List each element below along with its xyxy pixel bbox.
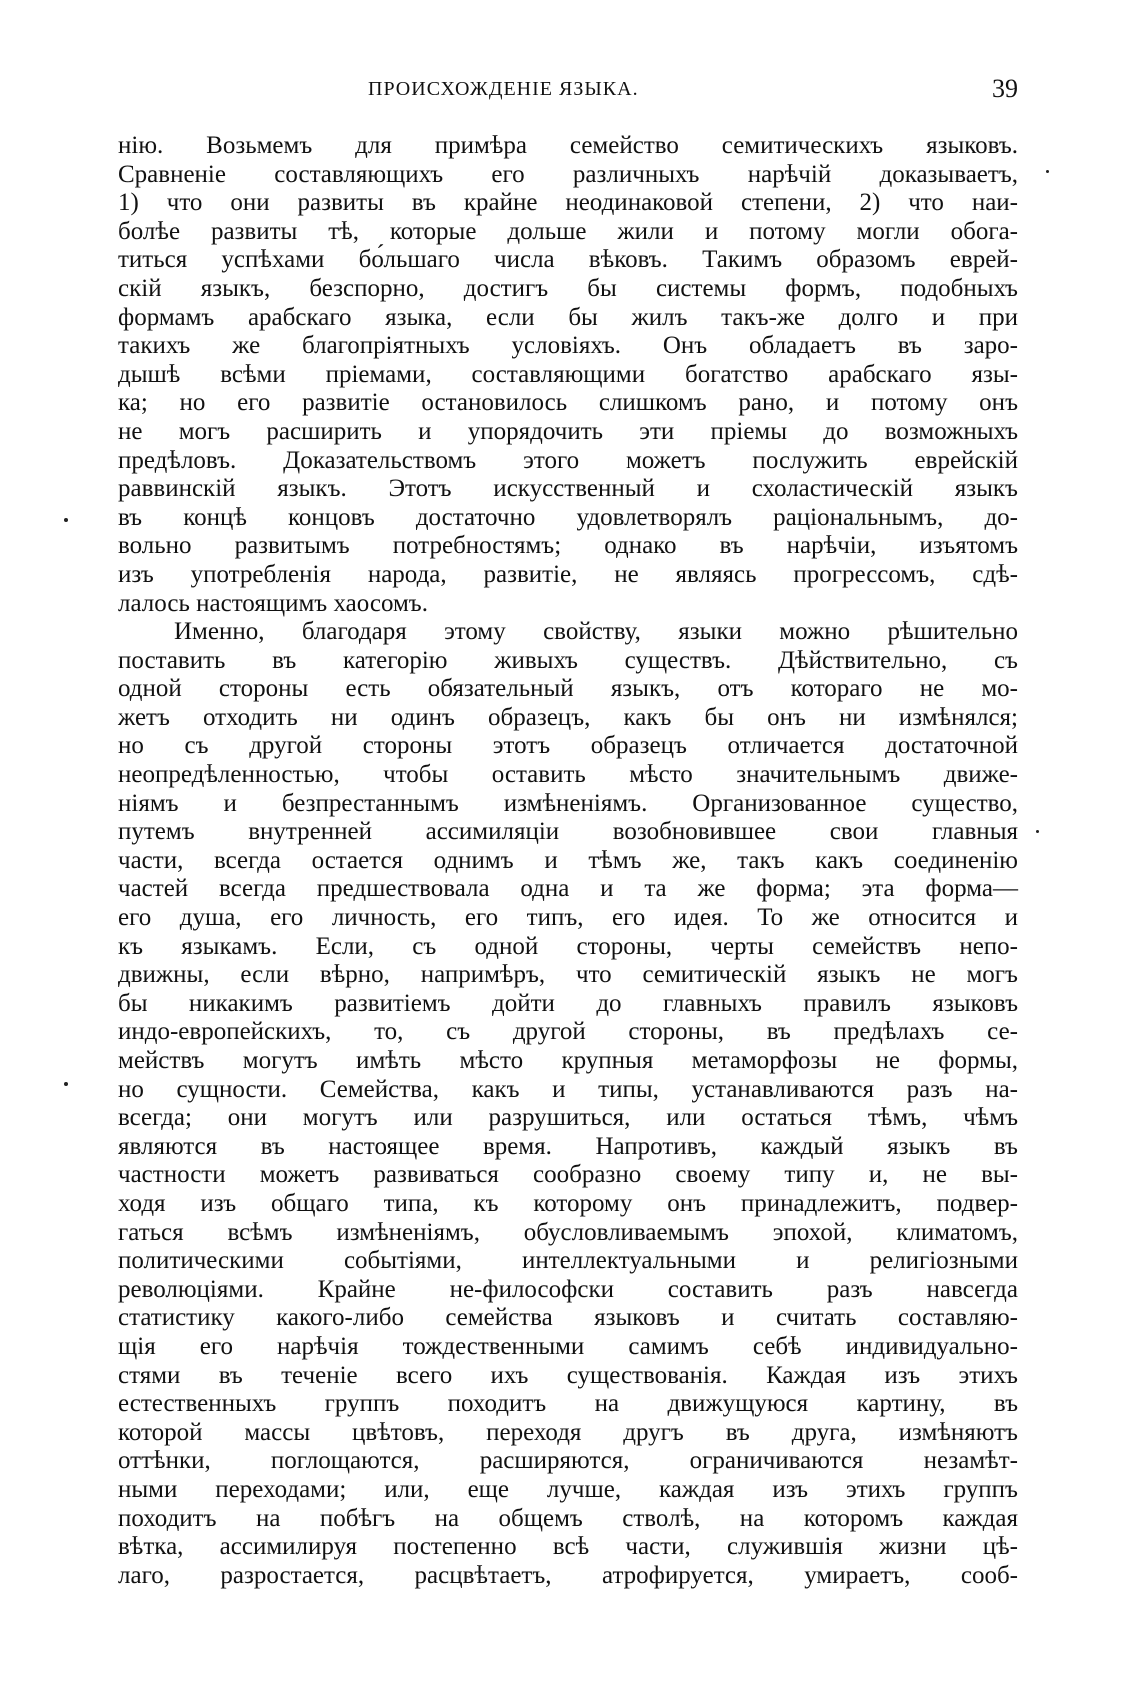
body-text bbox=[118, 132, 1018, 1590]
text-line: которой массы цвѣтовъ, переходя другъ въ друга, измѣняютъ bbox=[118, 1418, 1018, 1446]
text-line: ніямъ и безпрестаннымъ измѣненіямъ. Организованное существо, bbox=[118, 789, 1018, 817]
text-line: предѣловъ. Доказательствомъ этого можетъ послужить еврейскій bbox=[118, 446, 1018, 474]
text-line: ными переходами; или, еще лучше, каждая изъ этихъ группъ bbox=[118, 1475, 1018, 1503]
text-line: естественныхъ группъ походитъ на движущуюся картину, въ bbox=[118, 1390, 1018, 1418]
text-line: стями въ теченіе всего ихъ существованія. Каждая изъ этихъ bbox=[118, 1361, 1018, 1389]
text-line: скій языкъ, безспорно, достигъ бы системы формъ, подобныхъ bbox=[118, 274, 1018, 302]
text-line: такихъ же благопріятныхъ условіяхъ. Онъ обладаетъ въ заро- bbox=[118, 332, 1018, 360]
text-line: формамъ арабскаго языка, если бы жилъ такъ-же долго и при bbox=[118, 303, 1018, 331]
scan-speck bbox=[1046, 170, 1049, 173]
text-line: части, всегда остается однимъ и тѣмъ же, такъ какъ соединенію bbox=[118, 846, 1018, 874]
page-header bbox=[118, 76, 1018, 108]
text-line: являются въ настоящее время. Напротивъ, каждый языкъ въ bbox=[118, 1132, 1018, 1160]
text-line: лаго, разростается, расцвѣтаетъ, атрофируется, умираетъ, сооб- bbox=[118, 1561, 1018, 1589]
running-title: ПРОИСХОЖДЕНІЕ ЯЗЫКА. bbox=[368, 78, 639, 100]
text-line: путемъ внутренней ассимиляціи возобновившее свои главныя bbox=[118, 818, 1018, 846]
text-line: Сравненіе составляющихъ его различныхъ нарѣчій доказываетъ, bbox=[118, 160, 1018, 188]
text-line: одной стороны есть обязательный языкъ, отъ котораго не мо- bbox=[118, 675, 1018, 703]
text-line: изъ употребленія народа, развитіе, не являясь прогрессомъ, сдѣ- bbox=[118, 560, 1018, 588]
text-line: его душа, его личность, его типъ, его идея. То же относится и bbox=[118, 904, 1018, 932]
text-line: мействъ могутъ имѣть мѣсто крупныя метаморфозы не формы, bbox=[118, 1047, 1018, 1074]
text-line: не могъ расширить и упорядочить эти пріемы до возможныхъ bbox=[118, 417, 1018, 445]
paragraph-end-line: лалось настоящимъ хаосомъ. bbox=[118, 589, 428, 617]
text-line: жетъ отходить ни одинъ образецъ, какъ бы онъ ни измѣнялся; bbox=[118, 703, 1018, 731]
text-line: раввинскій языкъ. Этотъ искусственный и схоластическій языкъ bbox=[118, 475, 1018, 503]
text-line: бы никакимъ развитіемъ дойти до главныхъ правилъ языковъ bbox=[118, 989, 1018, 1017]
text-line: вольно развитымъ потребностямъ; однако въ нарѣчіи, изъятомъ bbox=[118, 532, 1018, 560]
text-line: щія его нарѣчія тождественными самимъ себѣ индивидуально- bbox=[118, 1332, 1018, 1360]
text-line: дышѣ всѣми пріемами, составляющими богатство арабскаго язы- bbox=[118, 360, 1018, 388]
paragraph-start-line: Именно, благодаря этому свойству, языки можно рѣшительно bbox=[174, 618, 1018, 646]
text-line: но съ другой стороны этотъ образецъ отличается достаточной bbox=[118, 732, 1018, 760]
text-line: политическими событіями, интеллектуальными и религіозными bbox=[118, 1247, 1018, 1275]
text-line: поставить въ категорію живыхъ существъ. Дѣйствительно, съ bbox=[118, 646, 1018, 674]
text-line: нію. Возьмемъ для примѣра семейство семитическихъ языковъ. bbox=[118, 132, 1018, 159]
text-line: но сущности. Семейства, какъ и типы, устанавливаются разъ на- bbox=[118, 1075, 1018, 1103]
text-line: революціями. Крайне не-философски составить разъ навсегда bbox=[118, 1275, 1018, 1303]
page-number: 39 bbox=[992, 74, 1018, 103]
scan-speck bbox=[64, 518, 68, 522]
text-line: 1) что они развиты въ крайне неодинаковой степени, 2) что наи- bbox=[118, 189, 1018, 217]
text-line: походитъ на побѣгъ на общемъ стволѣ, на которомъ каждая bbox=[118, 1504, 1018, 1532]
scan-speck bbox=[1036, 830, 1039, 833]
text-line: индо-европейскихъ, то, съ другой стороны, въ предѣлахъ се- bbox=[118, 1018, 1018, 1046]
text-line: неопредѣленностью, чтобы оставить мѣсто значительнымъ движе- bbox=[118, 761, 1018, 789]
text-line: къ языкамъ. Если, съ одной стороны, черты семействъ непо- bbox=[118, 932, 1018, 960]
text-line: болѣе развиты тѣ, которые дольше жили и потому могли обога- bbox=[118, 217, 1018, 245]
text-line: частей всегда предшествовала одна и та же форма; эта форма— bbox=[118, 875, 1018, 903]
text-line: титься успѣхами бо́льшаго числа вѣковъ. Такимъ образомъ еврей- bbox=[118, 246, 1018, 274]
text-line: ходя изъ общаго типа, къ которому онъ принадлежитъ, подвер- bbox=[118, 1189, 1018, 1217]
text-line: въ концѣ концовъ достаточно удовлетворялъ раціональнымъ, до- bbox=[118, 503, 1018, 531]
text-line: движны, если вѣрно, напримѣръ, что семитическій языкъ не могъ bbox=[118, 961, 1018, 989]
scan-speck bbox=[64, 1082, 68, 1086]
text-line: оттѣнки, поглощаются, расширяются, ограничиваются незамѣт- bbox=[118, 1447, 1018, 1475]
text-line: всегда; они могутъ или разрушиться, или остаться тѣмъ, чѣмъ bbox=[118, 1104, 1018, 1132]
text-line: ка; но его развитіе остановилось слишкомъ рано, и потому онъ bbox=[118, 389, 1018, 417]
text-line: частности можетъ развиваться сообразно своему типу и, не вы- bbox=[118, 1161, 1018, 1189]
text-line: гаться всѣмъ измѣненіямъ, обусловливаемымъ эпохой, климатомъ, bbox=[118, 1218, 1018, 1246]
text-line: вѣтка, ассимилируя постепенно всѣ части, служившія жизни цѣ- bbox=[118, 1533, 1018, 1561]
text-line: статистику какого-либо семейства языковъ и считать составляю- bbox=[118, 1304, 1018, 1332]
